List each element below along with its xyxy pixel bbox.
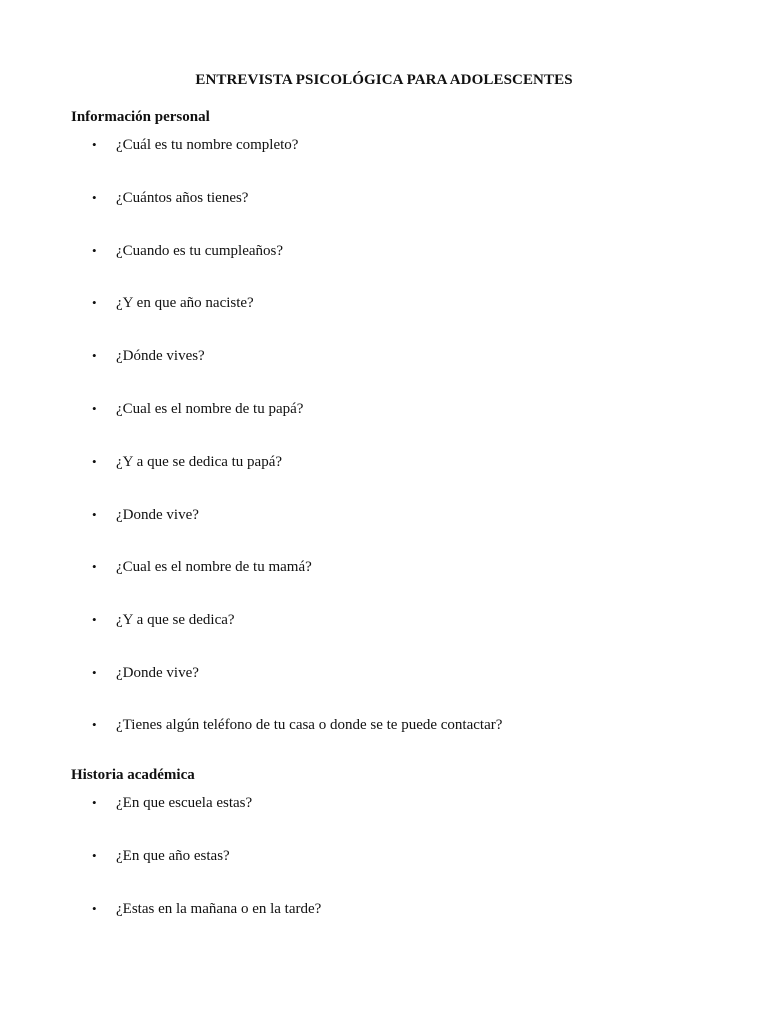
question-text: ¿Y en que año naciste? <box>116 295 254 311</box>
question-text: ¿En que año estas? <box>116 848 230 864</box>
question-text: ¿Tienes algún teléfono de tu casa o donde se te puede contactar? <box>116 717 503 733</box>
list-item <box>0 346 760 366</box>
list-item <box>0 135 760 155</box>
list-item <box>0 846 760 866</box>
question-text: ¿Donde vive? <box>116 665 199 681</box>
question-text: ¿Cuántos años tienes? <box>116 190 249 206</box>
list-item <box>0 293 760 313</box>
question-text: ¿Y a que se dedica? <box>116 612 235 628</box>
bullet-icon: • <box>92 454 97 469</box>
bullet-icon: • <box>92 401 97 416</box>
page-title: ENTREVISTA PSICOLÓGICA PARA ADOLESCENTES <box>195 72 573 88</box>
list-item <box>0 241 760 261</box>
bullet-icon: • <box>92 665 97 680</box>
list-item <box>0 610 760 630</box>
list-item <box>0 452 760 472</box>
question-text: ¿Donde vive? <box>116 507 199 523</box>
bullet-icon: • <box>92 612 97 627</box>
bullet-icon: • <box>92 295 97 310</box>
bullet-icon: • <box>92 507 97 522</box>
section-heading-informacion-personal: Información personal <box>71 109 210 125</box>
question-text: ¿Cual es el nombre de tu papá? <box>116 401 304 417</box>
bullet-icon: • <box>92 348 97 363</box>
question-text: ¿Cuál es tu nombre completo? <box>116 137 299 153</box>
question-text: ¿En que escuela estas? <box>116 795 253 811</box>
list-item <box>0 715 760 735</box>
bullet-icon: • <box>92 243 97 258</box>
bullet-icon: • <box>92 795 97 810</box>
bullet-icon: • <box>92 190 97 205</box>
list-item <box>0 399 760 419</box>
question-text: ¿Cuando es tu cumpleaños? <box>116 243 284 259</box>
section-heading-historia-academica: Historia académica <box>71 767 195 783</box>
question-text: ¿Dónde vives? <box>116 348 205 364</box>
list-item <box>0 557 760 577</box>
question-text: ¿Estas en la mañana o en la tarde? <box>116 901 322 917</box>
bullet-icon: • <box>92 559 97 574</box>
list-item <box>0 188 760 208</box>
bullet-icon: • <box>92 717 97 732</box>
list-item <box>0 899 760 919</box>
bullet-icon: • <box>92 137 97 152</box>
question-text: ¿Y a que se dedica tu papá? <box>116 454 283 470</box>
list-item <box>0 663 760 683</box>
bullet-icon: • <box>92 901 97 916</box>
list-item <box>0 793 760 813</box>
question-text: ¿Cual es el nombre de tu mamá? <box>116 559 312 575</box>
list-item <box>0 505 760 525</box>
bullet-icon: • <box>92 848 97 863</box>
